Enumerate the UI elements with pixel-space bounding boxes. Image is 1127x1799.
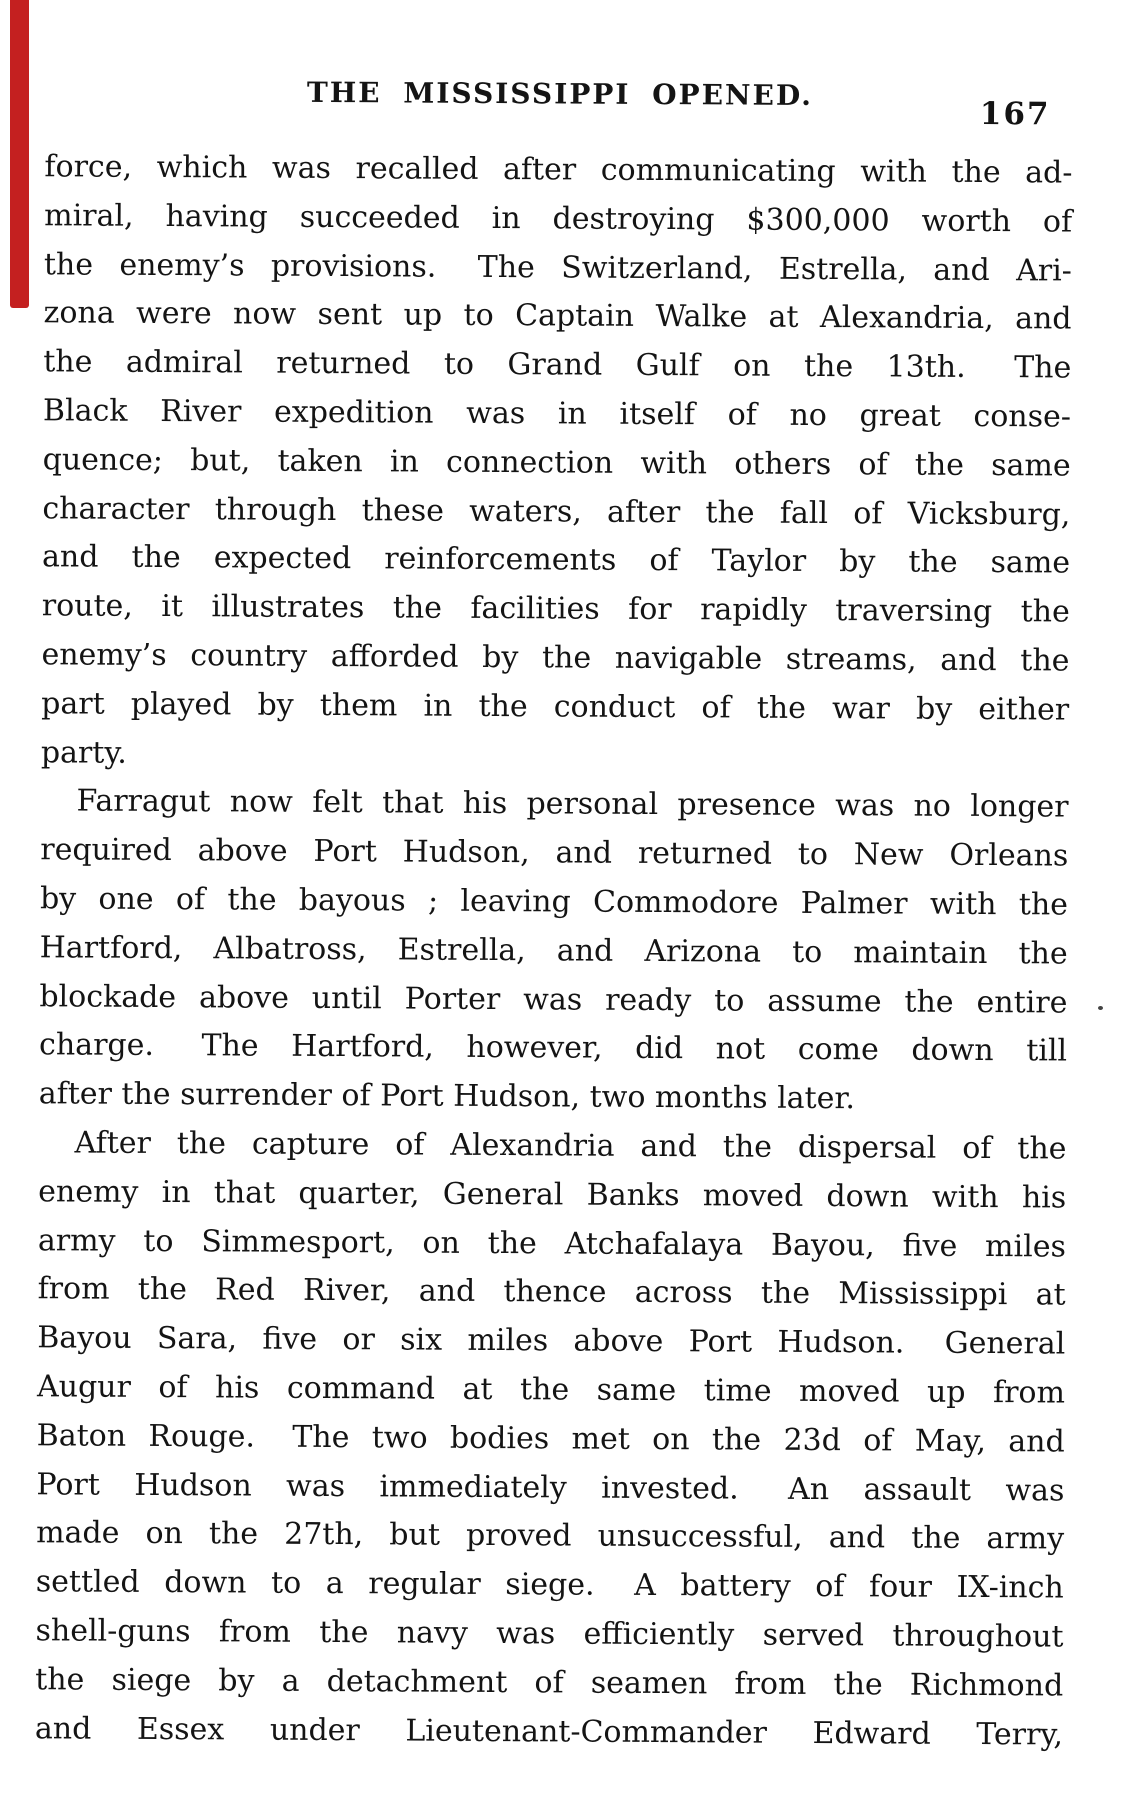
running-header <box>5 0 1127 147</box>
text-line: the admiral returned to Grand Gulf on the 13th. The <box>43 344 1072 386</box>
text-line: route, it illustrates the facilities for rapidly traversing the <box>41 588 1070 630</box>
text-line-paragraph-start: Farragut now felt that his personal presence was no longer <box>76 783 1069 825</box>
text-line: by one of the bayous ; leaving Commodore Palmer with the <box>39 881 1069 923</box>
text-line: charge. The Hartford, however, did not come down till <box>39 1027 1068 1069</box>
text-line: quence; but, taken in connection with others of the same <box>42 442 1071 484</box>
scan-speck <box>1098 1006 1103 1010</box>
text-line: Hartford, Albatross, Estrella, and Arizona to maintain the <box>39 929 1068 972</box>
text-line: settled down to a regular siege. A battery of four IX-inch <box>35 1564 1064 1606</box>
text-line-paragraph-end: after the surrender of Port Hudson, two months later. <box>38 1076 856 1117</box>
text-line: zona were now sent up to Captain Walke at Alexandria, and <box>43 295 1072 337</box>
text-block <box>35 143 1073 1760</box>
text-line: made on the 27th, but proved unsuccessful, and the army <box>36 1515 1065 1557</box>
text-line: from the Red River, and thence across the Mississippi at <box>37 1271 1066 1313</box>
page-number: 167 <box>979 95 1051 133</box>
text-line: enemy’s country afforded by the navigable streams, and the <box>41 637 1070 679</box>
text-line: and the expected reinforcements of Taylor by the same <box>41 539 1071 581</box>
text-line-paragraph-start: After the capture of Alexandria and the dispersal of the <box>74 1125 1067 1167</box>
text-line: required above Port Hudson, and returned to New Orleans <box>40 832 1069 874</box>
text-line: Port Hudson was immediately invested. An assault was <box>36 1466 1065 1509</box>
text-line: part played by them in the conduct of the war by either <box>41 686 1070 728</box>
header-title: THE MISSISSIPPI OPENED. <box>306 75 814 112</box>
text-line: Black River expedition was in itself of no great conse- <box>42 393 1072 435</box>
text-line: army to Simmesport, on the Atchafalaya Bayou, five miles <box>37 1222 1067 1265</box>
text-line: Augur of his command at the same time moved up from <box>36 1369 1066 1411</box>
text-line: blockade above until Porter was ready to assume the entire <box>39 978 1068 1021</box>
text-line: Bayou Sara, five or six miles above Port Hudson. General <box>37 1320 1066 1362</box>
text-line: character through these waters, after the fall of Vicksburg, <box>42 490 1071 533</box>
text-line: and Essex under Lieutenant-Commander Edward Terry, <box>34 1710 1064 1753</box>
text-line: the siege by a detachment of seamen from the Richmond <box>35 1661 1064 1704</box>
text-line: enemy in that quarter, General Banks moved down with his <box>38 1173 1067 1216</box>
text-line: shell-guns from the navy was efficiently served throughout <box>35 1613 1064 1655</box>
text-line: the enemy’s provisions. The Switzerland, Estrella, and Ari- <box>43 246 1072 289</box>
text-line: force, which was recalled after communicating with the ad- <box>44 149 1073 191</box>
text-line-paragraph-end: party. <box>40 734 128 771</box>
text-line: miral, having succeeded in destroying $300,000 worth of <box>44 198 1073 240</box>
text-line: Baton Rouge. The two bodies met on the 23d of May, and <box>36 1417 1065 1460</box>
